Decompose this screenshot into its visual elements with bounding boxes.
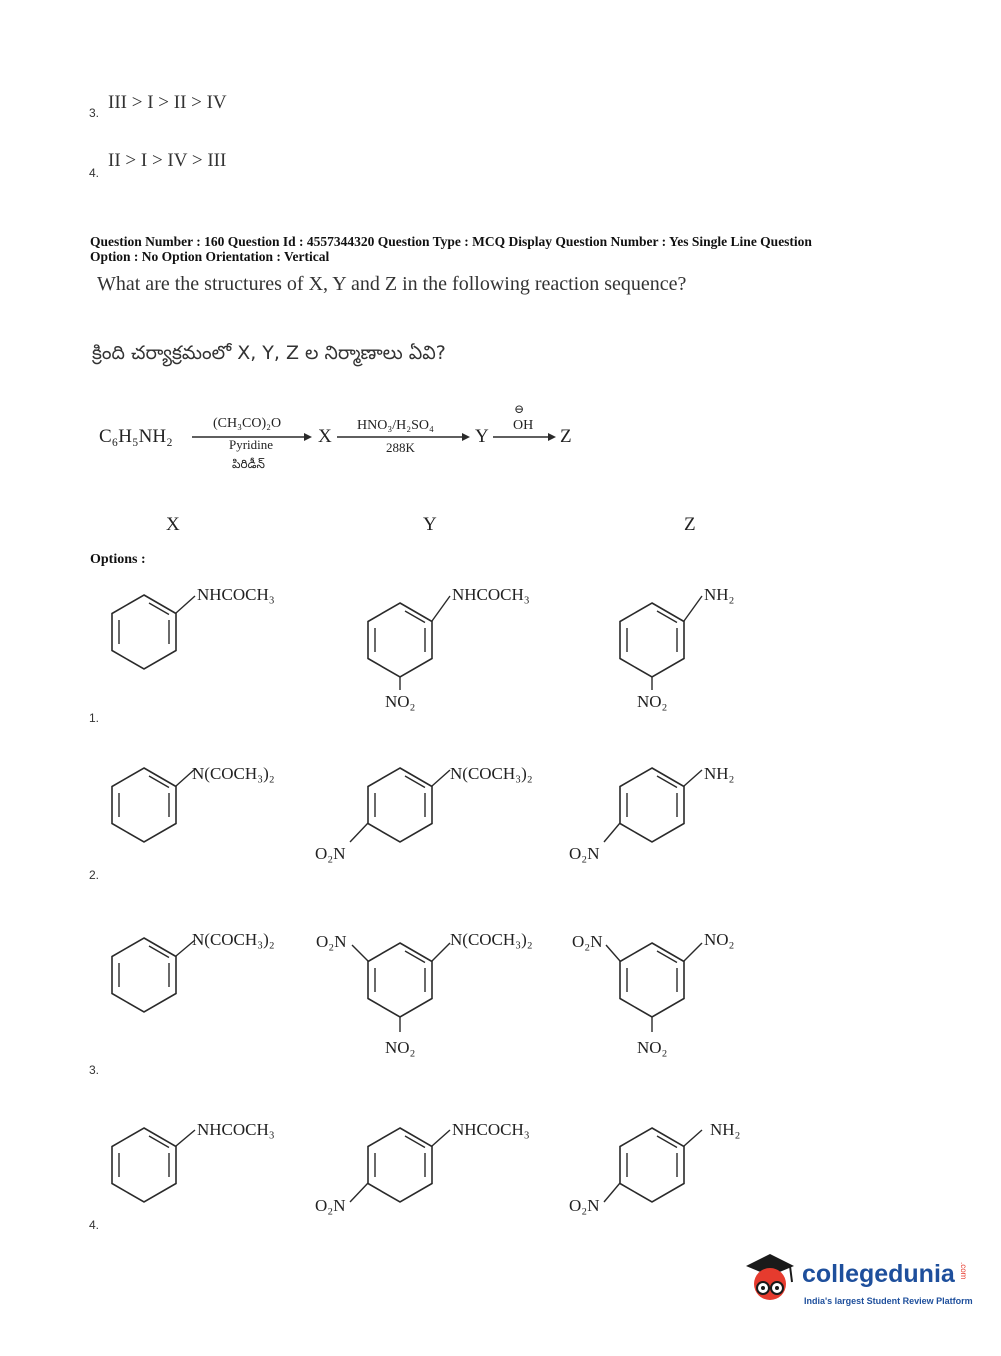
reagent3-top: OH bbox=[513, 418, 534, 433]
option1-z-sub: NO₂ bbox=[637, 692, 668, 711]
prev-option-text-3: III > I > II > IV bbox=[108, 92, 227, 113]
option1-z-label: NH₂ bbox=[704, 585, 735, 604]
option3-z-left: O₂N bbox=[572, 932, 603, 951]
option3-z-label: NO₂ bbox=[704, 930, 735, 949]
option4-z-structure bbox=[604, 1128, 702, 1202]
option4-num[interactable]: 4. bbox=[89, 1218, 100, 1232]
option3-x-structure bbox=[112, 938, 195, 1012]
option2-y-sub: O₂N bbox=[315, 844, 346, 863]
question-meta-line1: Question Number : 160 Question Id : 4557344320 Question Type : MCQ Display Question Number : Yes Single Line Question bbox=[90, 234, 812, 249]
option2-num[interactable]: 2. bbox=[89, 868, 100, 882]
question-meta-line2: Option : No Option Orientation : Vertical bbox=[90, 249, 330, 264]
option4-y-label: NHCOCH₃ bbox=[452, 1120, 530, 1139]
option3-y-structure bbox=[352, 943, 450, 1032]
mascot-icon bbox=[742, 1248, 800, 1308]
option2-x-label: N(COCH₃)₂ bbox=[192, 764, 275, 783]
option1-z-structure bbox=[620, 596, 702, 690]
option1-y-sub: NO₂ bbox=[385, 692, 416, 711]
option3-x-label: N(COCH₃)₂ bbox=[192, 930, 275, 949]
options-label: Options : bbox=[90, 552, 146, 567]
brand-suffix: .com bbox=[959, 1262, 968, 1280]
option4-z-sub: O₂N bbox=[569, 1196, 600, 1215]
column-label-y: Y bbox=[423, 514, 437, 535]
option2-z-sub: O₂N bbox=[569, 844, 600, 863]
option1-y-structure bbox=[368, 596, 450, 690]
reagent2-bottom: 288K bbox=[386, 440, 415, 455]
option3-z-sub: NO₂ bbox=[637, 1038, 668, 1057]
reagent2-top: HNO₃/H₂SO₄ bbox=[357, 418, 434, 433]
reactant: C₆H₅NH₂ bbox=[99, 426, 173, 447]
option-structures bbox=[0, 560, 1001, 1260]
option1-x-label: NHCOCH₃ bbox=[197, 585, 275, 604]
option2-x-structure bbox=[112, 768, 195, 842]
question-english: What are the structures of X, Y and Z in the following reaction sequence? bbox=[97, 273, 687, 295]
reagent3-charge: ⊖ bbox=[514, 402, 525, 416]
column-label-z: Z bbox=[684, 514, 696, 535]
option4-x-structure bbox=[112, 1128, 195, 1202]
question-telugu: క్రింది చర్యాక్రమంలో X, Y, Z ల నిర్మాణాలు ఏవి? bbox=[92, 342, 446, 364]
option1-x-structure bbox=[112, 595, 195, 669]
product-z: Z bbox=[560, 426, 572, 447]
brand-tagline: India's largest Student Review Platform bbox=[804, 1296, 973, 1306]
prev-option-text-4: II > I > IV > III bbox=[108, 150, 227, 171]
column-label-x: X bbox=[166, 514, 180, 535]
option4-x-label: NHCOCH₃ bbox=[197, 1120, 275, 1139]
brand-logo[interactable] bbox=[742, 1248, 972, 1312]
brand-name: collegedunia bbox=[802, 1260, 955, 1288]
option3-y-sub: NO₂ bbox=[385, 1038, 416, 1057]
option2-y-label: N(COCH₃)₂ bbox=[450, 764, 533, 783]
option3-y-left: O₂N bbox=[316, 932, 347, 951]
option1-y-label: NHCOCH₃ bbox=[452, 585, 530, 604]
prev-option-num-4: 4. bbox=[89, 166, 100, 180]
option3-y-label: N(COCH₃)₂ bbox=[450, 930, 533, 949]
option4-y-sub: O₂N bbox=[315, 1196, 346, 1215]
option2-y-structure bbox=[350, 768, 450, 842]
option2-z-label: NH₂ bbox=[704, 764, 735, 783]
product-y: Y bbox=[475, 426, 489, 447]
option1-num[interactable]: 1. bbox=[89, 711, 100, 725]
option4-z-label: NH₂ bbox=[710, 1120, 741, 1139]
option3-num[interactable]: 3. bbox=[89, 1063, 100, 1077]
reaction-arrows bbox=[0, 0, 1001, 500]
reagent1-telugu: పిరిడీన్ bbox=[232, 457, 265, 471]
product-x: X bbox=[318, 426, 332, 447]
option4-y-structure bbox=[350, 1128, 450, 1202]
option3-z-structure bbox=[606, 943, 702, 1032]
option2-z-structure bbox=[604, 768, 702, 842]
reagent1-bottom: Pyridine bbox=[229, 437, 274, 452]
reagent1-top: (CH₃CO)₂O bbox=[213, 416, 282, 431]
prev-option-num-3: 3. bbox=[89, 106, 100, 120]
